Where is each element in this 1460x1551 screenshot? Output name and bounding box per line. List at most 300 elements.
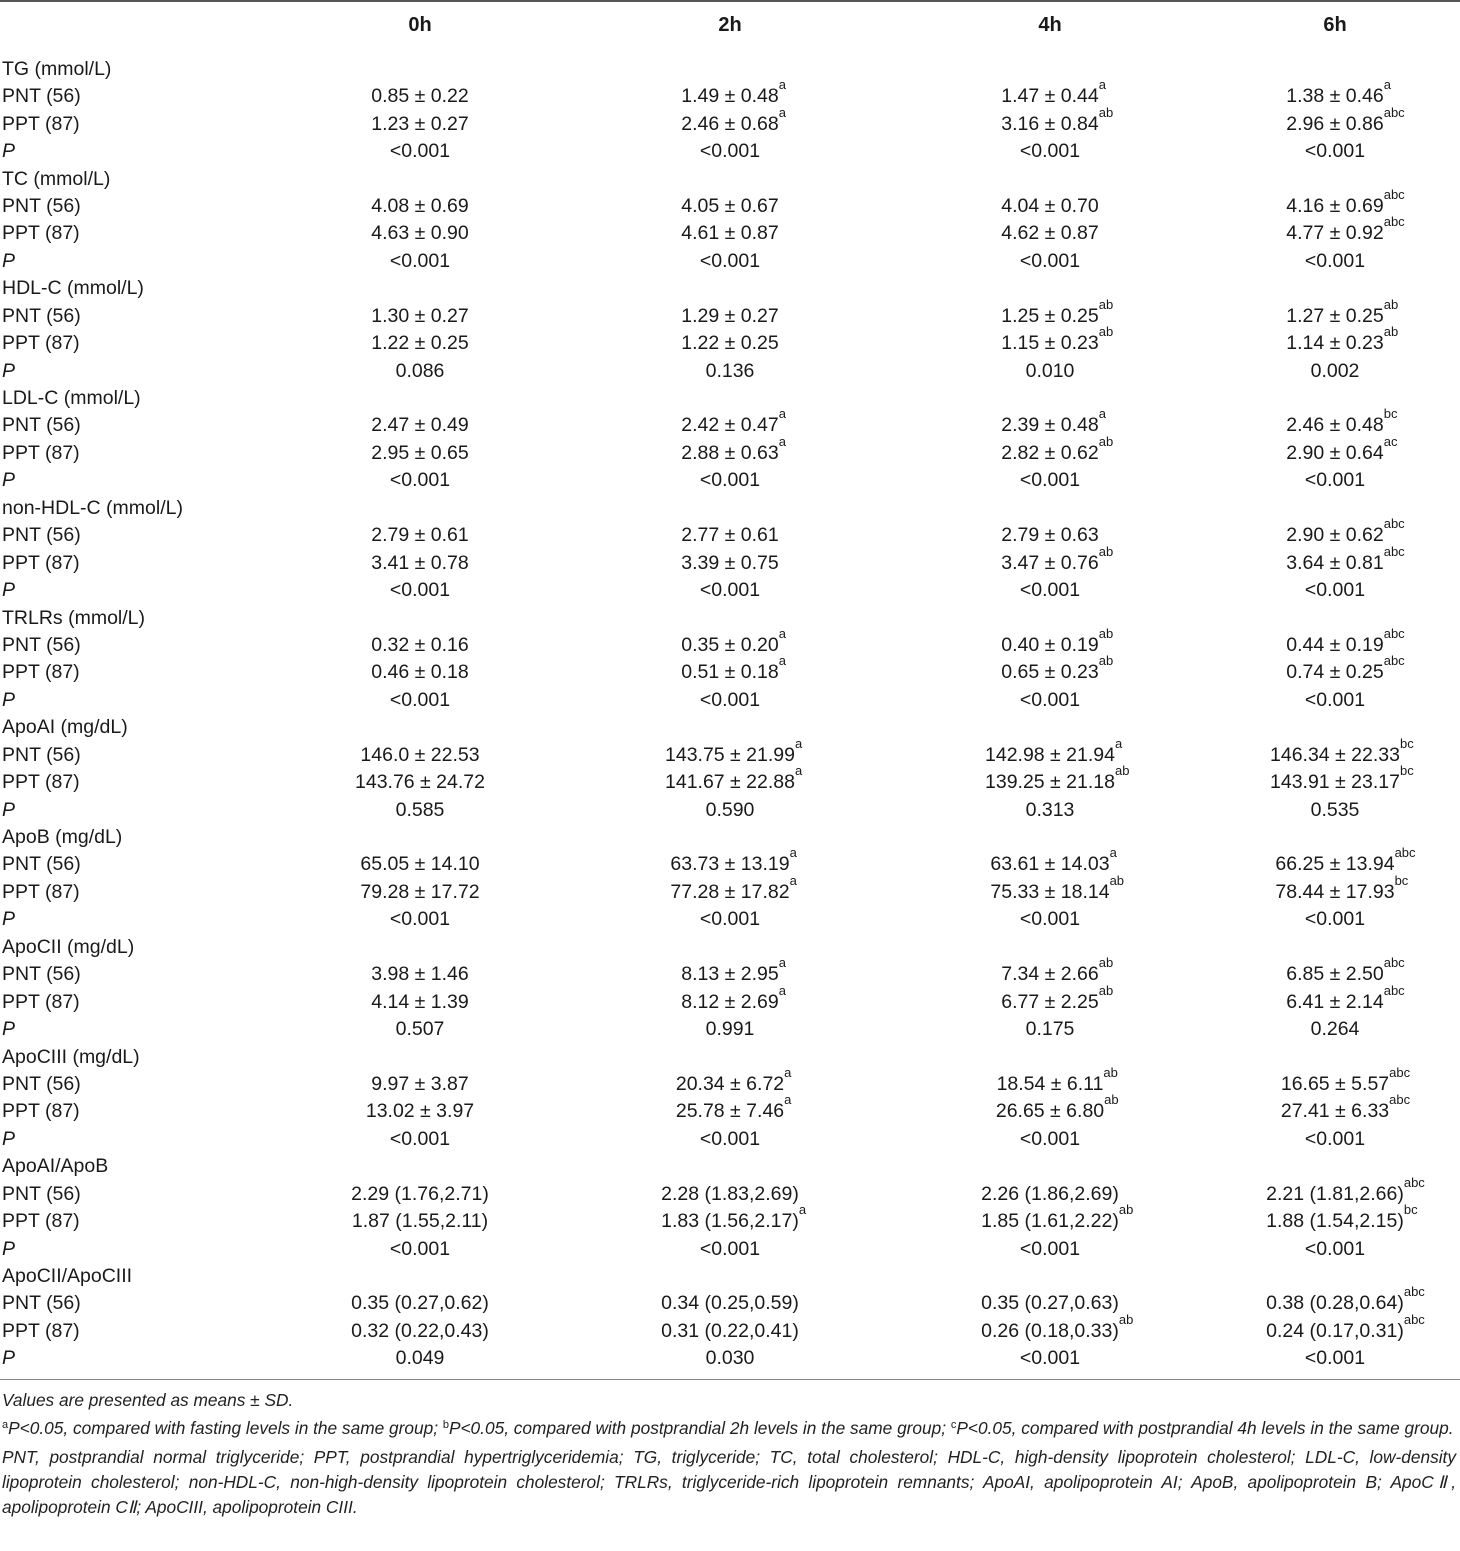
table-row (0, 193, 1460, 220)
cell-value (675, 1064, 792, 1095)
cell-value (1286, 324, 1399, 355)
cell-text: 18.54 ± 6.11 (996, 1072, 1104, 1095)
cell-value (661, 1202, 807, 1233)
significance-superscript: bc (1399, 763, 1414, 779)
cell-value (1001, 324, 1114, 355)
significance-superscript: a (1383, 77, 1391, 93)
table-cell (270, 769, 570, 796)
table-cell (270, 632, 570, 659)
cell-text: <0.001 (1019, 908, 1081, 931)
table-cell (570, 735, 890, 769)
cell-value (1001, 222, 1098, 244)
table-cell (570, 406, 890, 439)
empty-cell (270, 385, 570, 412)
empty-cell (890, 1043, 1210, 1070)
significance-superscript: a (1114, 735, 1123, 751)
cell-text: 20.34 ± 6.72 (675, 1072, 785, 1095)
table-row (0, 1208, 1460, 1235)
significance-superscript: abc (1383, 186, 1405, 202)
table-cell (270, 138, 570, 165)
cell-text: 0.32 ± 0.16 (371, 633, 469, 656)
table-cell (270, 412, 570, 439)
cell-text: 0.507 (395, 1018, 445, 1041)
table-cell (1210, 406, 1460, 439)
table-cell (270, 549, 570, 576)
cell-value (1286, 186, 1405, 217)
cell-value (1286, 406, 1398, 437)
table-cell (890, 1181, 1210, 1208)
cell-text: 1.25 ± 0.25 (1001, 304, 1099, 327)
cell-text: <0.001 (1304, 140, 1366, 163)
cell-value (390, 579, 450, 601)
table-cell (570, 357, 890, 384)
cell-value (1001, 195, 1098, 217)
cell-text: 1.38 ± 0.46 (1286, 85, 1384, 108)
table-cell (1210, 543, 1460, 576)
cell-text: 139.25 ± 21.18 (985, 771, 1115, 794)
table-cell (890, 296, 1210, 330)
header-cell-6h: 6h (1323, 14, 1347, 36)
table-cell (1210, 653, 1460, 686)
cell-text: 143.76 ± 24.72 (355, 771, 485, 794)
table-cell (1210, 357, 1460, 384)
cell-text: 0.590 (705, 798, 755, 821)
p-value-row (0, 248, 1460, 275)
cell-text: 2.82 ± 0.62 (1001, 441, 1099, 464)
cell-value (355, 771, 485, 793)
p-value-row (0, 138, 1460, 165)
table-cell (1210, 763, 1460, 796)
cell-value (1286, 77, 1391, 108)
group-label: PNT (56) (2, 633, 81, 656)
table-cell (1210, 872, 1460, 906)
significance-superscript: ab (1104, 1092, 1119, 1108)
empty-cell (270, 1043, 570, 1070)
cell-text: <0.001 (699, 1127, 761, 1150)
p-label: P (2, 908, 16, 931)
table-cell (270, 467, 570, 494)
cell-text: 142.98 ± 21.94 (985, 743, 1115, 766)
table-cell (1210, 186, 1460, 220)
header-row (0, 2, 1460, 49)
table-cell (270, 220, 570, 247)
cell-text: 1.27 ± 0.25 (1286, 304, 1384, 327)
cell-text: <0.001 (699, 469, 761, 492)
cell-text: 0.136 (705, 359, 755, 382)
cell-text: 0.44 ± 0.19 (1286, 633, 1384, 656)
cell-value (1305, 908, 1365, 930)
p-value-row (0, 357, 1460, 384)
cell-value (670, 845, 797, 876)
significance-superscript: a (778, 955, 786, 971)
table-cell (890, 763, 1210, 796)
significance-superscript: ab (1098, 543, 1114, 559)
table-cell (270, 1071, 570, 1098)
cell-value (1020, 140, 1080, 162)
table-cell (890, 467, 1210, 494)
cell-text: 2.79 ± 0.63 (1001, 524, 1099, 547)
significance-superscript: bc (1394, 872, 1409, 888)
cell-text: <0.001 (1304, 249, 1366, 272)
cell-text: 0.535 (1310, 798, 1360, 821)
cell-text: <0.001 (699, 140, 761, 163)
table-section-row (0, 495, 1460, 522)
cell-text: <0.001 (389, 688, 451, 711)
table-cell (270, 1098, 570, 1125)
cell-text: <0.001 (389, 1237, 451, 1260)
cell-text: 0.002 (1310, 359, 1360, 382)
header-cell-0h: 0h (408, 14, 432, 36)
table-cell (1210, 516, 1460, 549)
cell-text: 2.29 (1.76,2.71) (351, 1182, 489, 1205)
table-cell (570, 467, 890, 494)
table-row (0, 988, 1460, 1015)
cell-value (1026, 1018, 1075, 1040)
table-cell (270, 1318, 570, 1345)
section-label: TC (mmol/L) (2, 167, 111, 190)
table-section-row (0, 604, 1460, 631)
empty-cell (570, 495, 890, 522)
table-cell (890, 1290, 1210, 1317)
cell-value (681, 524, 778, 546)
empty-cell (570, 49, 890, 83)
significance-superscript: ab (1098, 324, 1114, 340)
cell-text: <0.001 (389, 249, 451, 272)
cell-value (366, 1100, 474, 1122)
cell-text: <0.001 (389, 140, 451, 163)
cell-value (1020, 689, 1080, 711)
table-cell (890, 872, 1210, 906)
empty-cell (1210, 714, 1460, 741)
cell-text: 27.41 ± 6.33 (1280, 1100, 1390, 1123)
cell-value (351, 1292, 489, 1314)
cell-value (706, 799, 755, 821)
cell-value (1020, 579, 1080, 601)
table-cell (270, 851, 570, 878)
cell-value (700, 250, 760, 272)
cell-value (351, 1183, 489, 1205)
empty-cell (890, 714, 1210, 741)
table-cell (570, 1126, 890, 1153)
table-cell (1210, 1174, 1460, 1208)
table-cell (270, 1345, 570, 1372)
cell-text: 0.313 (1025, 798, 1075, 821)
cell-text: 6.77 ± 2.25 (1001, 990, 1099, 1013)
cell-text: 0.24 (0.17,0.31) (1266, 1319, 1404, 1342)
significance-superscript: bc (1403, 1202, 1418, 1218)
cell-text: 0.35 (0.27,0.63) (981, 1292, 1119, 1315)
cell-value (1001, 104, 1114, 135)
cell-text: 1.15 ± 0.23 (1001, 332, 1099, 355)
cell-text: 0.991 (705, 1018, 755, 1041)
table-section-row (0, 49, 1460, 83)
cell-text: <0.001 (389, 469, 451, 492)
cell-value (1020, 908, 1080, 930)
cell-text: 1.22 ± 0.25 (371, 332, 469, 355)
cell-value (1305, 579, 1365, 601)
cell-text: 1.23 ± 0.27 (371, 112, 469, 135)
table-cell (1210, 1345, 1460, 1372)
cell-value (1001, 406, 1106, 437)
table-cell (570, 220, 890, 247)
cell-text: 25.78 ± 7.46 (675, 1100, 785, 1123)
cell-value (981, 1311, 1134, 1342)
empty-cell (890, 49, 1210, 83)
cell-text: 2.79 ± 0.61 (371, 524, 469, 547)
cell-value (371, 661, 468, 683)
group-label: PPT (87) (2, 441, 80, 464)
table-cell (570, 138, 890, 165)
significance-superscript: ab (1098, 104, 1114, 120)
table-row (0, 742, 1460, 769)
table-cell (570, 248, 890, 275)
significance-superscript: a (778, 982, 786, 998)
table-cell (890, 906, 1210, 933)
group-label: PPT (87) (2, 332, 80, 355)
cell-value (390, 689, 450, 711)
table-row (0, 83, 1460, 110)
table-cell (270, 193, 570, 220)
cell-text: 0.46 ± 0.18 (371, 661, 469, 684)
cell-value (1001, 625, 1114, 656)
cell-text: 1.22 ± 0.25 (681, 332, 779, 355)
cell-value (371, 414, 468, 436)
cell-value (1275, 872, 1409, 903)
cell-text: 0.086 (395, 359, 445, 382)
group-label: PNT (56) (2, 853, 81, 876)
table-cell (890, 193, 1210, 220)
cell-value (396, 1347, 445, 1369)
cell-value (665, 763, 803, 794)
cell-value (661, 1183, 799, 1205)
cell-value (1001, 77, 1106, 108)
cell-value (1286, 104, 1405, 135)
table-row (0, 549, 1460, 576)
table-cell (270, 1208, 570, 1235)
empty-cell (570, 1153, 890, 1180)
table-row (0, 330, 1460, 357)
cell-text: 0.74 ± 0.25 (1286, 661, 1384, 684)
cell-text: 3.41 ± 0.78 (371, 551, 469, 574)
cell-value (371, 524, 468, 546)
empty-cell (1210, 824, 1460, 851)
empty-cell (270, 824, 570, 851)
table-cell (570, 625, 890, 659)
cell-text: 0.010 (1025, 359, 1075, 382)
significance-superscript: ab (1109, 872, 1125, 888)
table-cell (890, 522, 1210, 549)
group-label: PPT (87) (2, 112, 80, 135)
significance-superscript: abc (1383, 543, 1405, 559)
table-cell (270, 796, 570, 823)
cell-value (360, 853, 479, 875)
p-label: P (2, 249, 16, 272)
table-cell (270, 577, 570, 604)
cell-text: 2.77 ± 0.61 (681, 524, 779, 547)
empty-cell (890, 934, 1210, 961)
empty-cell (570, 385, 890, 412)
note-text-b: P<0.05, compared with postprandial 2h levels in the same group; (448, 1418, 951, 1439)
cell-text: 0.32 (0.22,0.43) (351, 1319, 489, 1342)
cell-value (675, 1092, 792, 1123)
cell-text: 0.34 (0.25,0.59) (661, 1292, 799, 1315)
empty-cell (570, 1263, 890, 1290)
table-cell (890, 220, 1210, 247)
table-cell (270, 248, 570, 275)
significance-superscript: a (778, 653, 786, 669)
section-label: ApoCII (mg/dL) (2, 935, 135, 958)
table-cell (890, 1016, 1210, 1043)
cell-text: 0.35 (0.27,0.62) (351, 1292, 489, 1315)
cell-text: 2.95 ± 0.65 (371, 441, 469, 464)
cell-value (1280, 1064, 1411, 1095)
cell-text: 9.97 ± 3.87 (371, 1072, 469, 1095)
table-section-row (0, 1043, 1460, 1070)
table-cell (1210, 77, 1460, 110)
cell-text: 16.65 ± 5.57 (1280, 1072, 1390, 1095)
section-label: HDL-C (mmol/L) (2, 277, 144, 300)
cell-text: 4.04 ± 0.70 (1001, 194, 1099, 217)
cell-value (371, 442, 468, 464)
table-cell (1210, 433, 1460, 467)
cell-text: <0.001 (699, 1237, 761, 1260)
table-cell (1210, 1202, 1460, 1235)
cell-text: 0.51 ± 0.18 (681, 661, 779, 684)
cell-text: 0.31 (0.22,0.41) (661, 1319, 799, 1342)
table-section-row (0, 275, 1460, 302)
significance-superscript: a (1098, 77, 1106, 93)
table-cell (570, 1318, 890, 1345)
table-row (0, 769, 1460, 796)
table-cell (1210, 577, 1460, 604)
table-cell (270, 357, 570, 384)
table-cell (1210, 982, 1460, 1015)
cell-value (681, 104, 786, 135)
p-label: P (2, 1018, 16, 1041)
empty-cell (570, 714, 890, 741)
cell-value (661, 1320, 799, 1342)
group-label: PNT (56) (2, 963, 81, 986)
table-cell (270, 1290, 570, 1317)
significance-superscript: a (784, 1064, 792, 1080)
significance-superscript: ab (1098, 296, 1114, 312)
table-cell (1210, 845, 1460, 878)
significance-superscript: ab (1383, 296, 1399, 312)
cell-value (1001, 653, 1114, 684)
section-label: ApoAI (mg/dL) (2, 716, 128, 739)
cell-text: 1.88 (1.54,2.15) (1266, 1210, 1404, 1233)
note-text-c: P<0.05, compared with postprandial 4h levels in the same group. (956, 1418, 1454, 1439)
cell-text: <0.001 (1019, 140, 1081, 163)
table-section-row (0, 934, 1460, 961)
note-text-a: P<0.05, compared with fasting levels in the same group; (8, 1418, 443, 1439)
significance-superscript: a (778, 625, 786, 641)
significance-superscript: bc (1383, 406, 1398, 422)
table-cell (270, 303, 570, 330)
empty-cell (890, 604, 1210, 631)
significance-superscript: a (794, 735, 803, 751)
significance-superscript: ab (1098, 955, 1114, 971)
cell-text: <0.001 (699, 249, 761, 272)
cell-text: 0.65 ± 0.23 (1001, 661, 1099, 684)
table-section-row (0, 1263, 1460, 1290)
cell-text: 146.0 ± 22.53 (360, 743, 480, 766)
table-cell (890, 77, 1210, 110)
cell-text: 78.44 ± 17.93 (1275, 880, 1395, 903)
cell-text: 143.91 ± 23.17 (1270, 771, 1400, 794)
p-label: P (2, 469, 16, 492)
p-value-row (0, 467, 1460, 494)
note-values: Values are presented as means ± SD. (2, 1389, 294, 1410)
p-value-row (0, 1345, 1460, 1372)
cell-value (1311, 360, 1360, 382)
significance-superscript: a (1098, 406, 1106, 422)
cell-value (360, 744, 479, 766)
table-cell (1210, 214, 1460, 247)
cell-value (371, 113, 468, 135)
significance-superscript: ab (1098, 433, 1114, 449)
table-cell (270, 988, 570, 1015)
table-cell (1210, 625, 1460, 659)
p-value-row (0, 687, 1460, 714)
table-cell (890, 982, 1210, 1015)
bottom-rule (0, 1379, 1460, 1380)
cell-value (1001, 955, 1114, 986)
table-cell (570, 77, 890, 110)
table-section-row (0, 1153, 1460, 1180)
cell-text: 3.39 ± 0.75 (681, 551, 779, 574)
cell-text: 1.83 (1.56,2.17) (661, 1210, 799, 1233)
cell-text: <0.001 (1304, 908, 1366, 931)
empty-cell (570, 275, 890, 302)
significance-superscript: ab (1103, 1064, 1118, 1080)
table-section-row (0, 385, 1460, 412)
cell-value (396, 1018, 445, 1040)
cell-text: 3.47 ± 0.76 (1001, 551, 1099, 574)
p-value-row (0, 796, 1460, 823)
significance-superscript: a (789, 845, 797, 861)
cell-text: 0.26 (0.18,0.33) (981, 1319, 1119, 1342)
cell-value (1286, 653, 1405, 684)
cell-value (981, 1183, 1119, 1205)
significance-superscript: ab (1118, 1202, 1134, 1218)
cell-text: 66.25 ± 13.94 (1275, 853, 1395, 876)
cell-value (1266, 1174, 1425, 1205)
cell-text: 2.90 ± 0.64 (1286, 441, 1384, 464)
table-cell (890, 104, 1210, 137)
table-section-row (0, 165, 1460, 192)
table-cell (570, 796, 890, 823)
empty-cell (1210, 1043, 1460, 1070)
significance-superscript: abc (1403, 1284, 1425, 1300)
cell-text: 143.75 ± 21.99 (665, 743, 795, 766)
table-cell (570, 845, 890, 878)
cell-value (1286, 516, 1405, 547)
table-row (0, 659, 1460, 686)
cell-text: 4.14 ± 1.39 (371, 990, 469, 1013)
table-row (0, 110, 1460, 137)
table-row (0, 440, 1460, 467)
group-label: PPT (87) (2, 771, 80, 794)
cell-text: 4.05 ± 0.67 (681, 194, 779, 217)
cell-value (681, 305, 778, 327)
significance-superscript: a (794, 763, 803, 779)
cell-text: 2.21 (1.81,2.66) (1266, 1182, 1404, 1205)
cell-text: 1.30 ± 0.27 (371, 304, 469, 327)
table-cell (890, 577, 1210, 604)
table-cell (570, 763, 890, 796)
cell-value (1026, 360, 1075, 382)
